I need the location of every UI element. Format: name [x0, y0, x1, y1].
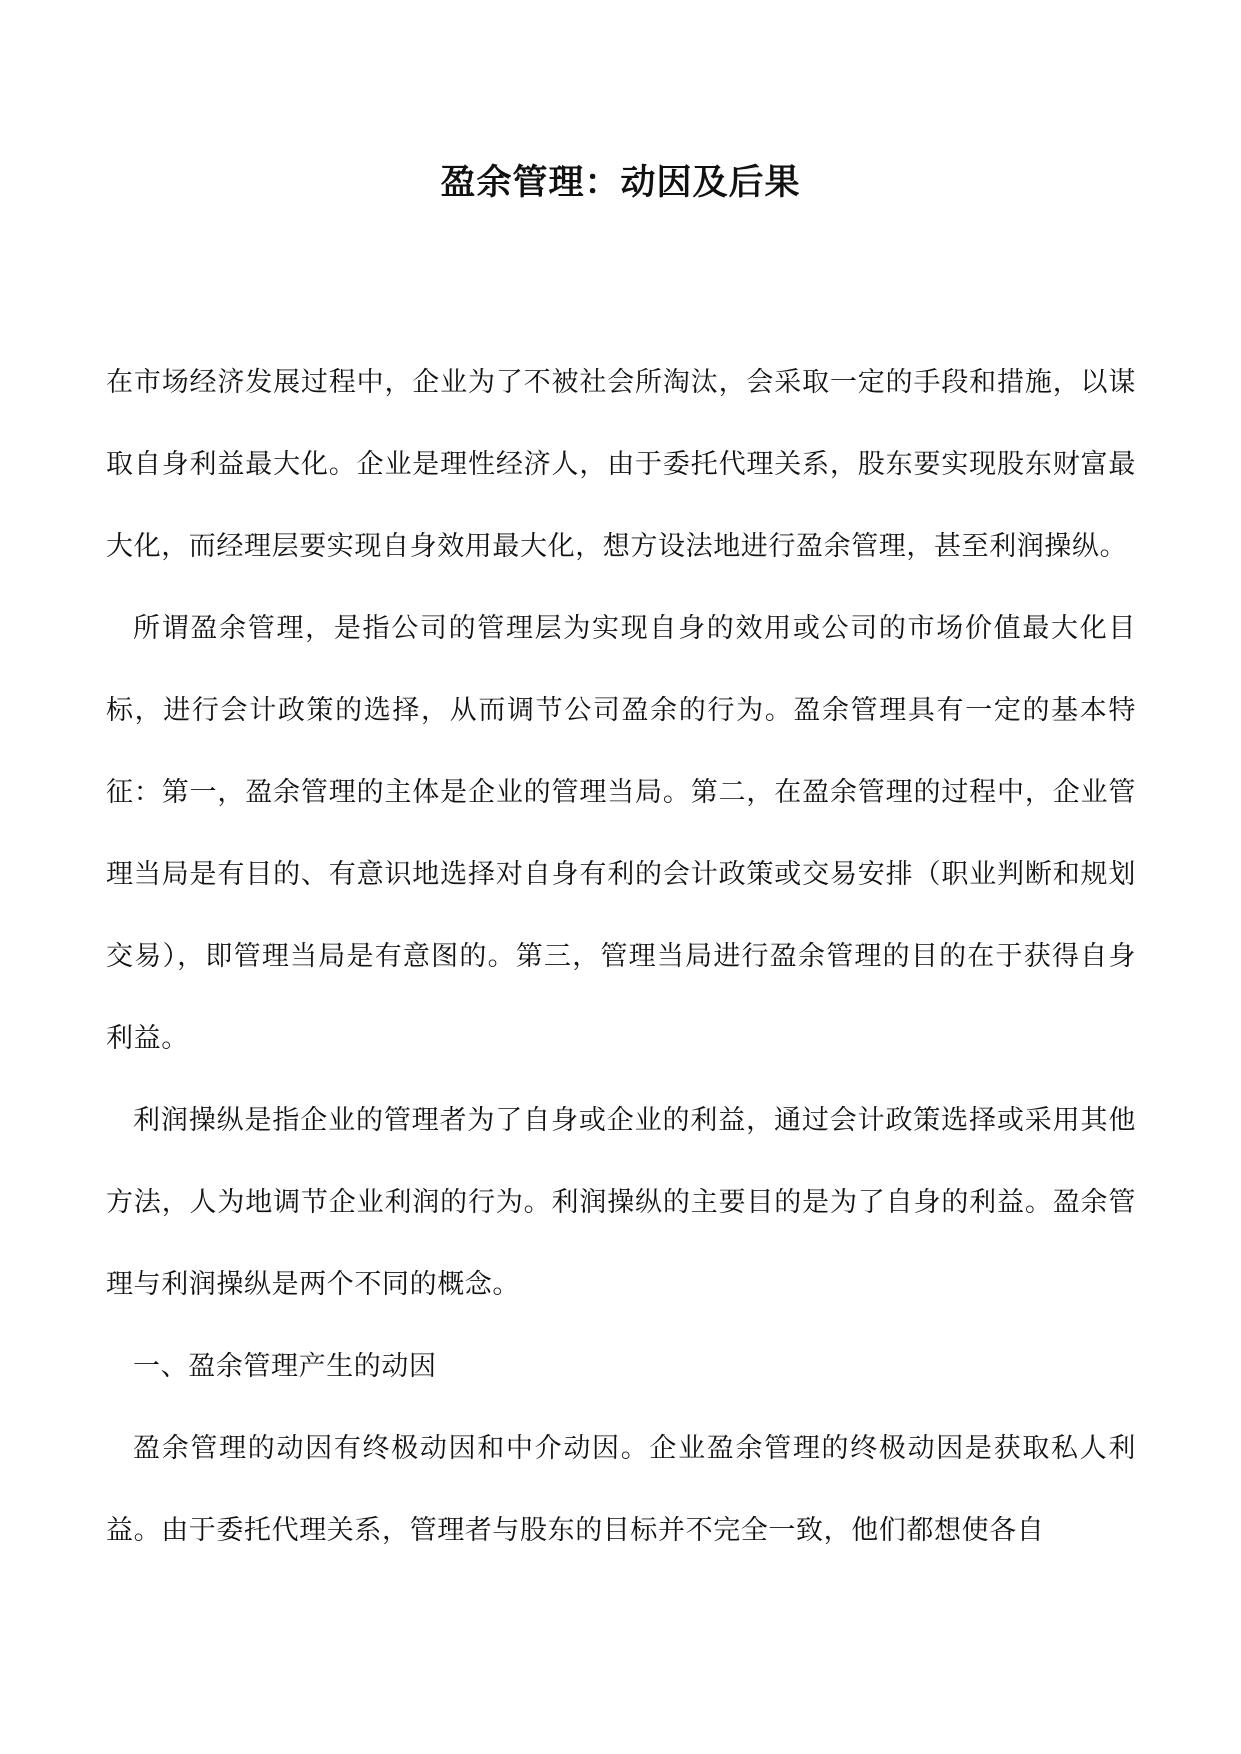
document-title: 盈余管理：动因及后果 [440, 162, 801, 203]
document-body [106, 342, 1136, 1572]
paragraph-motives: 盈余管理的动因有终极动因和中介动因。企业盈余管理的终极动因是获取私人利益。由于委托代理关系，管理者与股东的目标并不完全一致，他们都想使各自 [106, 1433, 1136, 1546]
section-heading-motives: 一、盈余管理产生的动因 [133, 1351, 437, 1382]
paragraph-intro: 在市场经济发展过程中，企业为了不被社会所淘汰，会采取一定的手段和措施，以谋取自身利益最大化。企业是理性经济人，由于委托代理关系，股东要实现股东财富最大化，而经理层要实现自身效用最大化，想方设法地进行盈余管理，甚至利润操纵。 [106, 367, 1136, 562]
paragraph-earnings-management-definition: 所谓盈余管理，是指公司的管理层为实现自身的效用或公司的市场价值最大化目标，进行会计政策的选择，从而调节公司盈余的行为。盈余管理具有一定的基本特征：第一，盈余管理的主体是企业的管理当局。第二，在盈余管理的过程中，企业管理当局是有目的、有意识地选择对自身有利的会计政策或交易安排（职业判断和规划交易），即管理当局是有意图的。第三，管理当局进行盈余管理的目的在于获得自身利益。 [106, 613, 1136, 1054]
paragraph-profit-manipulation-definition: 利润操纵是指企业的管理者为了自身或企业的利益，通过会计政策选择或采用其他方法，人为地调节企业利润的行为。利润操纵的主要目的是为了自身的利益。盈余管理与利润操纵是两个不同的概念。 [106, 1105, 1136, 1300]
